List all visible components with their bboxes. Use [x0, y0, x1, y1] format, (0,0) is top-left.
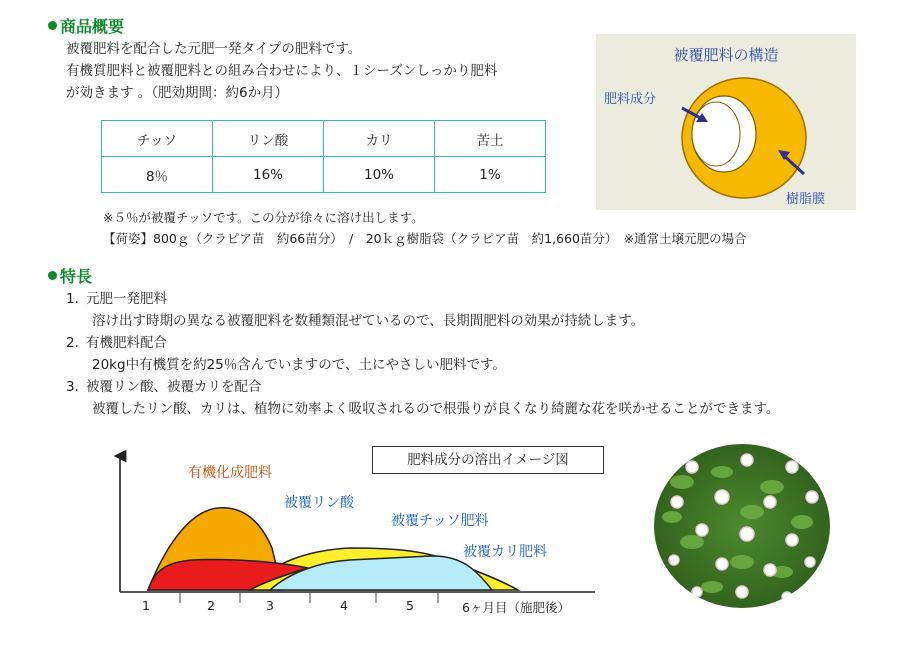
x-tick-label: 5: [406, 598, 414, 613]
x-tick-label: 4: [340, 598, 348, 613]
features-list: [66, 288, 906, 420]
nutrient-value: 10%: [324, 157, 435, 193]
label-coated-nitrogen: 被覆チッソ肥料: [391, 513, 489, 529]
feature-item-3-title: 3．被覆リン酸、被覆カリを配合: [66, 379, 262, 395]
label-resin-membrane: 樹脂膜: [786, 192, 826, 207]
nutrient-table: [101, 120, 546, 193]
structure-diagram: [596, 34, 856, 210]
nutrient-value: 8％: [102, 157, 213, 193]
x-tick-label: 3: [266, 598, 274, 613]
nutrient-header: リン酸: [213, 121, 324, 157]
nutrient-header: チッソ: [102, 121, 213, 157]
feature-item-2-text: 20kg中有機質を約25％含んでいますので、土にやさしい肥料です。: [92, 357, 506, 373]
nutrient-value: 16%: [213, 157, 324, 193]
nutrient-value-row: [102, 157, 546, 193]
overview-line-2: 有機質肥料と被覆肥料との組み合わせにより、１シーズンしっかり肥料: [66, 63, 498, 79]
packaging-note: 【荷姿】800ｇ（クラピア苗 約66苗分） / 20ｋｇ樹脂袋（クラピア苗 約1,660苗分） ※通常土壌元肥の場合: [103, 231, 747, 246]
overview-description: [66, 38, 586, 104]
x-tick-label: 1: [142, 598, 150, 613]
overview-title: 商品概要: [48, 14, 124, 37]
label-coated-phosphate: 被覆リン酸: [284, 495, 354, 511]
features-title: 特長: [48, 264, 92, 287]
nutrient-header: カリ: [324, 121, 435, 157]
label-organic-fertilizer: 有機化成肥料: [188, 465, 272, 481]
x-tick-label: 6ヶ月目（施肥後）: [462, 600, 570, 615]
coated-nitrogen-note: ※５％が被覆チッソです。この分が徐々に溶け出します。: [103, 210, 424, 225]
feature-item-2-title: 2．有機肥料配合: [66, 335, 167, 351]
nutrient-value: 1%: [435, 157, 546, 193]
coated-granule-illustration: [596, 34, 856, 210]
feature-item-3-text: 被覆したリン酸、カリは、植物に効率よく吸収されるので根張りが良くなり綺麗な花を咲かせることができます。: [92, 401, 780, 417]
bullet-icon: [48, 21, 57, 30]
label-fertilizer-component: 肥料成分: [604, 92, 657, 107]
chart-title: 肥料成分の溶出イメージ図: [372, 446, 604, 474]
nutrient-header-row: [102, 121, 546, 157]
feature-item-1-text: 溶け出す時期の異なる被覆肥料を数種類混ぜているので、長期間肥料の効果が持続します。: [92, 313, 645, 329]
label-coated-potassium: 被覆カリ肥料: [463, 544, 547, 560]
overview-line-3: が効きます 。（肥効期間：約6か月）: [66, 85, 289, 101]
structure-title: 被覆肥料の構造: [673, 46, 779, 64]
x-tick-label: 2: [207, 598, 215, 613]
bullet-icon: [48, 271, 57, 280]
nutrient-header: 苦土: [435, 121, 546, 157]
overview-line-1: 被覆肥料を配合した元肥一発タイプの肥料です。: [66, 41, 362, 57]
feature-item-1-title: 1．元肥一発肥料: [66, 291, 167, 307]
x-tick-marks: [180, 592, 438, 603]
flower-photo: [652, 442, 832, 610]
